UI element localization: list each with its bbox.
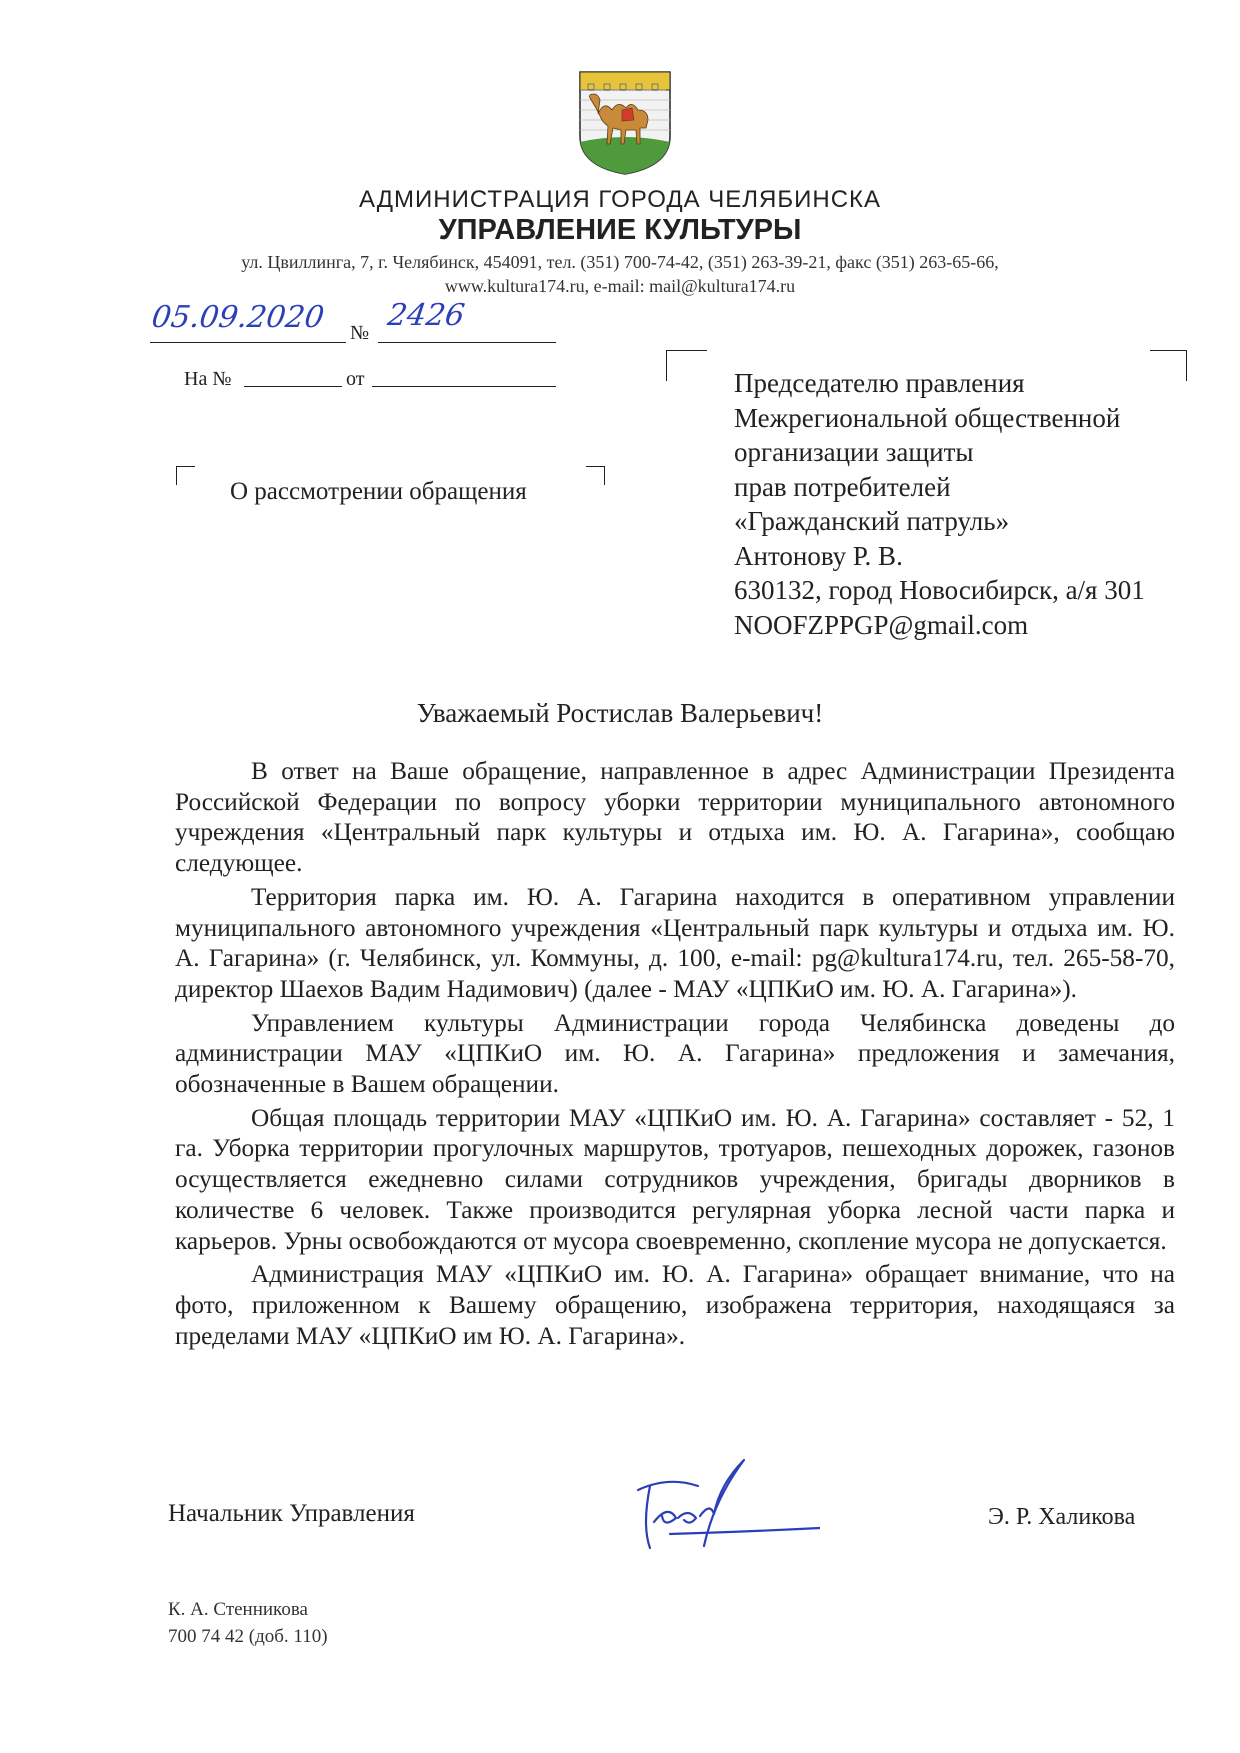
number-underline — [378, 342, 556, 343]
recipient-corner-right — [1150, 350, 1187, 381]
registration-date: 05.09.2020 — [149, 300, 327, 335]
subject-corner-right — [586, 466, 605, 485]
executor-block — [168, 1596, 328, 1650]
executor-phone: 700 74 42 (доб. 110) — [168, 1626, 328, 1647]
department-name: УПРАВЛЕНИЕ КУЛЬТУРЫ — [438, 214, 802, 246]
body-paragraph: Администрация МАУ «ЦПКиО им. Ю. А. Гагарина» обращает внимание, что на фото, приложенном к Вашему обращению, изображена территория, находящаяся за пределами МАУ «ЦПКиО им Ю. А. Гагарина». — [175, 1260, 1175, 1350]
chelyabinsk-coat-of-arms — [578, 70, 672, 176]
signatory-position: Начальник Управления — [168, 1500, 415, 1527]
body-paragraph: Общая площадь территории МАУ «ЦПКиО им. Ю. А. Гагарина» составляет - 52, 1 га. Уборка территории прогулочных маршрутов, тротуаров, пешеходных дорожек, газонов осуществляется ежедневно силами сотрудников учреждения, бригады дворников в количестве 6 человек. Также производится регулярная уборка лесной части парка и карьеров. Урны освобождаются от мусора своевременно, скопление мусора не допускается. — [175, 1103, 1175, 1255]
recipient-line: «Гражданский патруль» — [734, 506, 1010, 536]
address-line-1: ул. Цвиллинга, 7, г. Челябинск, 454091, тел. (351) 700-74-42, (351) 263-39-21, факс (351) 263-65-66, — [241, 252, 999, 272]
handwritten-signature — [630, 1456, 820, 1566]
greeting: Уважаемый Ростислав Валерьевич! — [416, 698, 824, 728]
recipient-line: Антонову Р. В. — [734, 540, 903, 571]
executor-name: К. А. Стенникова — [168, 1599, 308, 1620]
reference-from-label: от — [346, 368, 365, 390]
organization-name: АДМИНИСТРАЦИЯ ГОРОДА ЧЕЛЯБИНСКА — [358, 186, 882, 213]
recipient-line: прав потребителей — [734, 471, 951, 502]
recipient-corner-left — [666, 350, 707, 381]
contact-address — [0, 250, 1240, 298]
recipient-line: 630132, город Новосибирск, а/я 301 — [734, 575, 1145, 605]
body-paragraph: В ответ на Ваше обращение, направленное в адрес Администрации Президента Российской Федерации по вопросу уборки территории муниципального автономного учреждения «Центральный парк культуры и отдыха им. Ю. А. Гагарина», сообщаю следующее. — [175, 757, 1175, 878]
subject-corner-left — [176, 466, 195, 485]
reference-date-line — [372, 386, 556, 387]
address-line-2: www.kultura174.ru, e-mail: mail@kultura174.ru — [444, 276, 796, 296]
letter-subject: О рассмотрении обращения — [230, 478, 527, 505]
recipient-line: организации защиты — [734, 437, 974, 467]
recipient-email: NOOFZPPGP@gmail.com — [734, 609, 1029, 640]
body-paragraph: Управлением культуры Администрации города Челябинска доведены до администрации МАУ «ЦПКиО им. Ю. А. Гагарина» предложения и замечания, обозначенные в Вашем обращении. — [175, 1008, 1175, 1099]
recipient-line: Межрегиональной общественной — [734, 402, 1121, 433]
reference-number-line — [244, 386, 342, 387]
date-underline — [150, 342, 346, 343]
recipient-line: Председателю правления — [734, 368, 1025, 398]
body-paragraph: Территория парка им. Ю. А. Гагарина находится в оперативном управлении муниципального автономного учреждения «Центральный парк культуры и отдыха им. Ю. А. Гагарина» (г. Челябинск, ул. Коммуны, д. 100, e-mail: pg@kultura174.ru, тел. 265-58-70, директор Шаехов Вадим Надимович) (далее - МАУ «ЦПКиО им. Ю. А. Гагарина»). — [175, 882, 1175, 1003]
reference-number-label: На № — [184, 368, 232, 390]
registration-number: 2426 — [385, 298, 467, 333]
signatory-name: Э. Р. Халикова — [988, 1504, 1136, 1530]
recipient-block — [734, 366, 1145, 642]
registration-number-label: № — [350, 322, 370, 344]
letter-body — [175, 756, 1175, 1354]
